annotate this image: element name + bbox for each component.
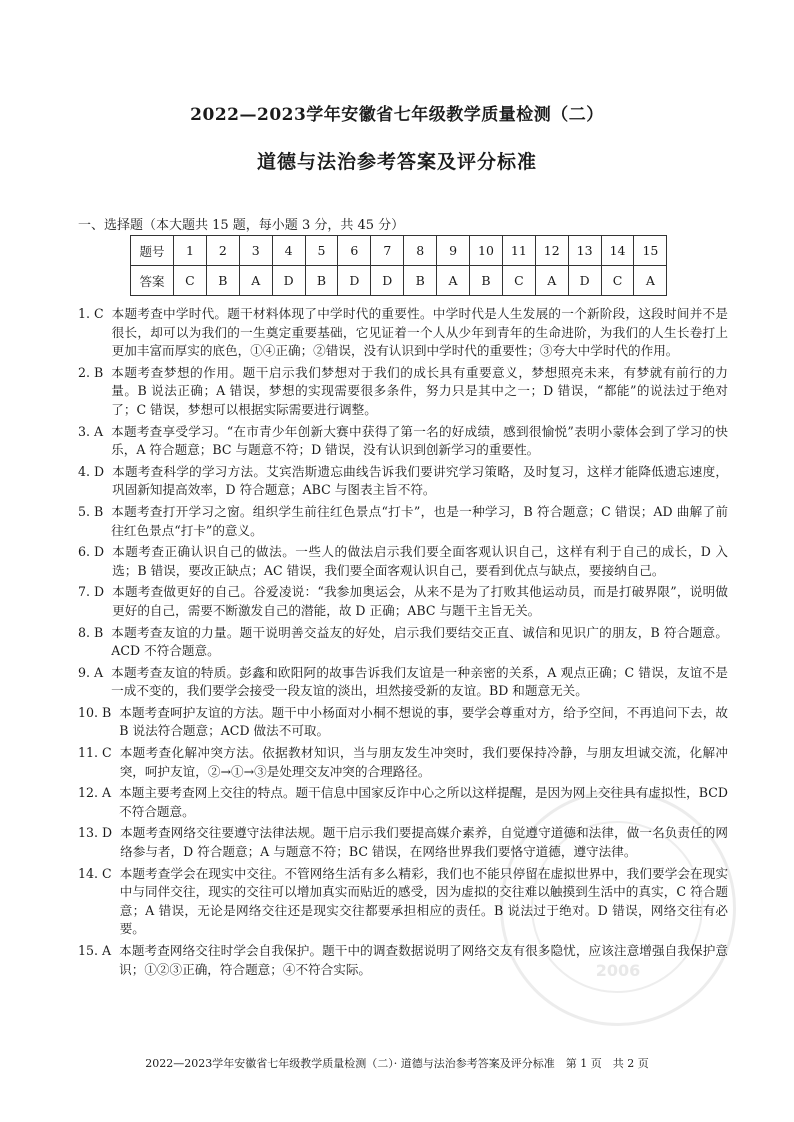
- question-number: 5. B: [78, 503, 112, 519]
- question-number: 6. D: [78, 544, 113, 560]
- answer-table: [130, 235, 667, 296]
- question-number: 13. D: [78, 825, 121, 841]
- question-item: [78, 503, 728, 540]
- table-cell-answer: A: [437, 266, 470, 296]
- table-cell-answer: B: [305, 266, 338, 296]
- question-explanation: 本题考查友谊的力量。题干说明善交益友的好处，启示我们要结交正直、诚信和见识广的朋友，B 符合题意。ACD 不符合题意。: [111, 624, 728, 659]
- question-item: [78, 583, 728, 620]
- table-header-number: 题号: [131, 236, 174, 266]
- table-cell-number: 8: [404, 236, 437, 266]
- table-cell-number: 3: [239, 236, 272, 266]
- answer-table-number-row: [131, 236, 667, 266]
- question-explanation: 本题考查做更好的自己。谷爱凌说：“我参加奥运会，从来不是为了打败其他运动员，而是打破界限”，说明做更好的自己，需要不断激发自己的潜能，故 D 正确；ABC 与题干主旨无关。: [112, 584, 728, 618]
- table-cell-answer: A: [239, 266, 272, 296]
- table-cell-answer: D: [568, 266, 601, 296]
- question-explanation: 本题考查享受学习。“在市青少年创新大赛中获得了第一名的好成绩，感到很愉悦”表明小蒙体会到了学习的快乐，A 符合题意；BC 与题意不符；D 错误，没有认识到创新学习的重要性。: [111, 423, 728, 458]
- document-title: 2022—2023学年安徽省七年级教学质量检测（二）: [190, 105, 604, 125]
- question-item: [78, 942, 728, 979]
- question-number: 14. C: [78, 865, 120, 881]
- table-cell-answer: C: [502, 266, 535, 296]
- question-number: 15. A: [78, 943, 120, 958]
- question-explanation: 本题考查呵护友谊的方法。题干中小杨面对小桐不想说的事，要学会尊重对方，给予空间，不再追问下去，故 B 说法符合题意；ACD 做法不可取。: [119, 704, 728, 739]
- table-cell-answer: D: [371, 266, 404, 296]
- table-cell-number: 13: [568, 236, 601, 266]
- question-item: [78, 704, 728, 741]
- question-explanation: 本题考查科学的学习方法。艾宾浩斯遗忘曲线告诉我们要讲究学习策略，及时复习，这样才能降低遗忘速度，巩固新知提高效率，D 符合题意；ABC 与图表主旨不符。: [112, 463, 728, 498]
- page-footer: 2022—2023学年安徽省七年级教学质量检测（二）· 道德与法治参考答案及评分标准 第 1 页 共 2 页: [145, 1057, 649, 1070]
- question-explanation: 本题考查中学时代。题干材料体现了中学时代的重要性。中学时代是人生发展的一个新阶段，这段时间并不是很长，却可以为我们的一生奠定重要基础，它见证着一个人从少年到青年的生命进阶，为我们的人生长卷打上更加丰富而厚实的底色，①④正确；②错误，没有认识到中学时代的重要性；③夸大中学时代的作用。: [111, 306, 728, 359]
- table-header-answer: 答案: [131, 266, 174, 296]
- question-item: [78, 865, 728, 939]
- question-item: [78, 423, 728, 460]
- question-number: 12. A: [78, 785, 120, 801]
- question-number: 7. D: [78, 584, 113, 600]
- table-cell-answer: C: [174, 266, 207, 296]
- table-cell-answer: C: [601, 266, 634, 296]
- question-item: [78, 543, 728, 580]
- question-number: 4. D: [78, 463, 113, 479]
- table-cell-answer: D: [272, 266, 305, 296]
- table-cell-number: 10: [470, 236, 503, 266]
- table-cell-answer: A: [535, 266, 568, 296]
- question-item: [78, 784, 728, 821]
- table-cell-answer: A: [634, 266, 667, 296]
- table-cell-number: 12: [535, 236, 568, 266]
- question-item: [78, 364, 728, 420]
- table-cell-number: 9: [437, 236, 470, 266]
- question-item: [78, 744, 728, 781]
- question-item: [78, 664, 728, 701]
- question-number: 1. C: [78, 306, 112, 321]
- question-explanation: 本题考查打开学习之窗。组织学生前往红色景点“打卡”，也是一种学习，B 符合题意；C 错误；AD 曲解了前往红色景点“打卡”的意义。: [111, 503, 729, 538]
- question-explanation: 本题考查友谊的特质。彭鑫和欧阳阿的故事告诉我们友谊是一种亲密的关系，A 观点正确；C 错误，友谊不是一成不变的，我们要学会接受一段友谊的淡出，坦然接受新的友谊。BD 和题意无关。: [111, 664, 728, 699]
- section-heading-choice: 一、选择题（本大题共 15 题，每小题 3 分，共 45 分）: [78, 218, 405, 233]
- question-explanation: 本题主要考查网上交往的特点。题干信息中国家反诈中心之所以这样提醒，是因为网上交往具有虚拟性，BCD 不符合题意。: [119, 785, 728, 819]
- question-item: [78, 624, 728, 661]
- question-explanation: 本题考查网络交往要遵守法律法规。题干启示我们要提高媒介素养，自觉遵守道德和法律，做一名负责任的网络参与者，D 符合题意；A 与题意不符；BC 错误，在网络世界我们要恪守道德，遵守法律。: [120, 825, 728, 860]
- question-number: 3. A: [78, 423, 112, 439]
- table-cell-answer: B: [470, 266, 503, 296]
- table-cell-number: 14: [601, 236, 634, 266]
- question-explanation: 本题考查正确认识自己的做法。一些人的做法启示我们要全面客观认识自己，这样有利于自己的成长，D 入选；B 错误，要改正缺点；AC 错误，我们要全面客观认识自己，要看到优点与缺点，要接纳自己。: [112, 544, 728, 578]
- question-explanation: 本题考查学会在现实中交往。不管网络生活有多么精彩，我们也不能只停留在虚拟世界中，我们要学会在现实中与同伴交往，现实的交往可以增加真实而贴近的感受，因为虚拟的交往难以触摸到生活中的真实，C 符合题意；A 错误，无论是网络交往还是现实交往都要承担相应的责任。B 说法过于绝对。D 错误，网络交往有必要。: [119, 865, 728, 937]
- table-cell-number: 15: [634, 236, 667, 266]
- table-cell-number: 1: [174, 236, 207, 266]
- question-explanations: [78, 305, 728, 982]
- question-number: 10. B: [78, 704, 120, 720]
- table-cell-answer: D: [338, 266, 371, 296]
- question-item: [78, 824, 728, 861]
- table-cell-number: 4: [272, 236, 305, 266]
- table-cell-number: 11: [502, 236, 535, 266]
- question-explanation: 本题考查梦想的作用。题干启示我们梦想对于我们的成长具有重要意义，梦想照亮未来，有梦就有前行的力量。B 说法正确；A 错误，梦想的实现需要很多条件，努力只是其中之一；D 错误，“都能”的说法过于绝对了；C 错误，梦想可以根据实际需要进行调整。: [111, 364, 728, 417]
- table-cell-answer: B: [404, 266, 437, 296]
- table-cell-number: 6: [338, 236, 371, 266]
- question-explanation: 本题考查网络交往时学会自我保护。题干中的调查数据说明了网络交友有很多隐忧，应该注意增强自我保护意识；①②③正确，符合题意；④不符合实际。: [119, 943, 728, 977]
- table-cell-number: 7: [371, 236, 404, 266]
- watermark-seal-year: 2006: [595, 961, 641, 980]
- question-item: [78, 305, 728, 361]
- question-number: 9. A: [78, 664, 112, 680]
- table-cell-number: 2: [206, 236, 239, 266]
- question-item: [78, 463, 728, 500]
- question-number: 2. B: [78, 364, 112, 380]
- document-subtitle: 道德与法治参考答案及评分标准: [256, 151, 537, 173]
- answer-table-answer-row: [131, 266, 667, 296]
- question-explanation: 本题考查化解冲突方法。依据教材知识，当与朋友发生冲突时，我们要保持冷静，与朋友坦诚交流，化解冲突，呵护友谊，②→①→③是处理交友冲突的合理路径。: [119, 745, 728, 779]
- table-cell-answer: B: [206, 266, 239, 296]
- table-cell-number: 5: [305, 236, 338, 266]
- question-number: 8. B: [78, 624, 112, 640]
- question-number: 11. C: [78, 745, 120, 761]
